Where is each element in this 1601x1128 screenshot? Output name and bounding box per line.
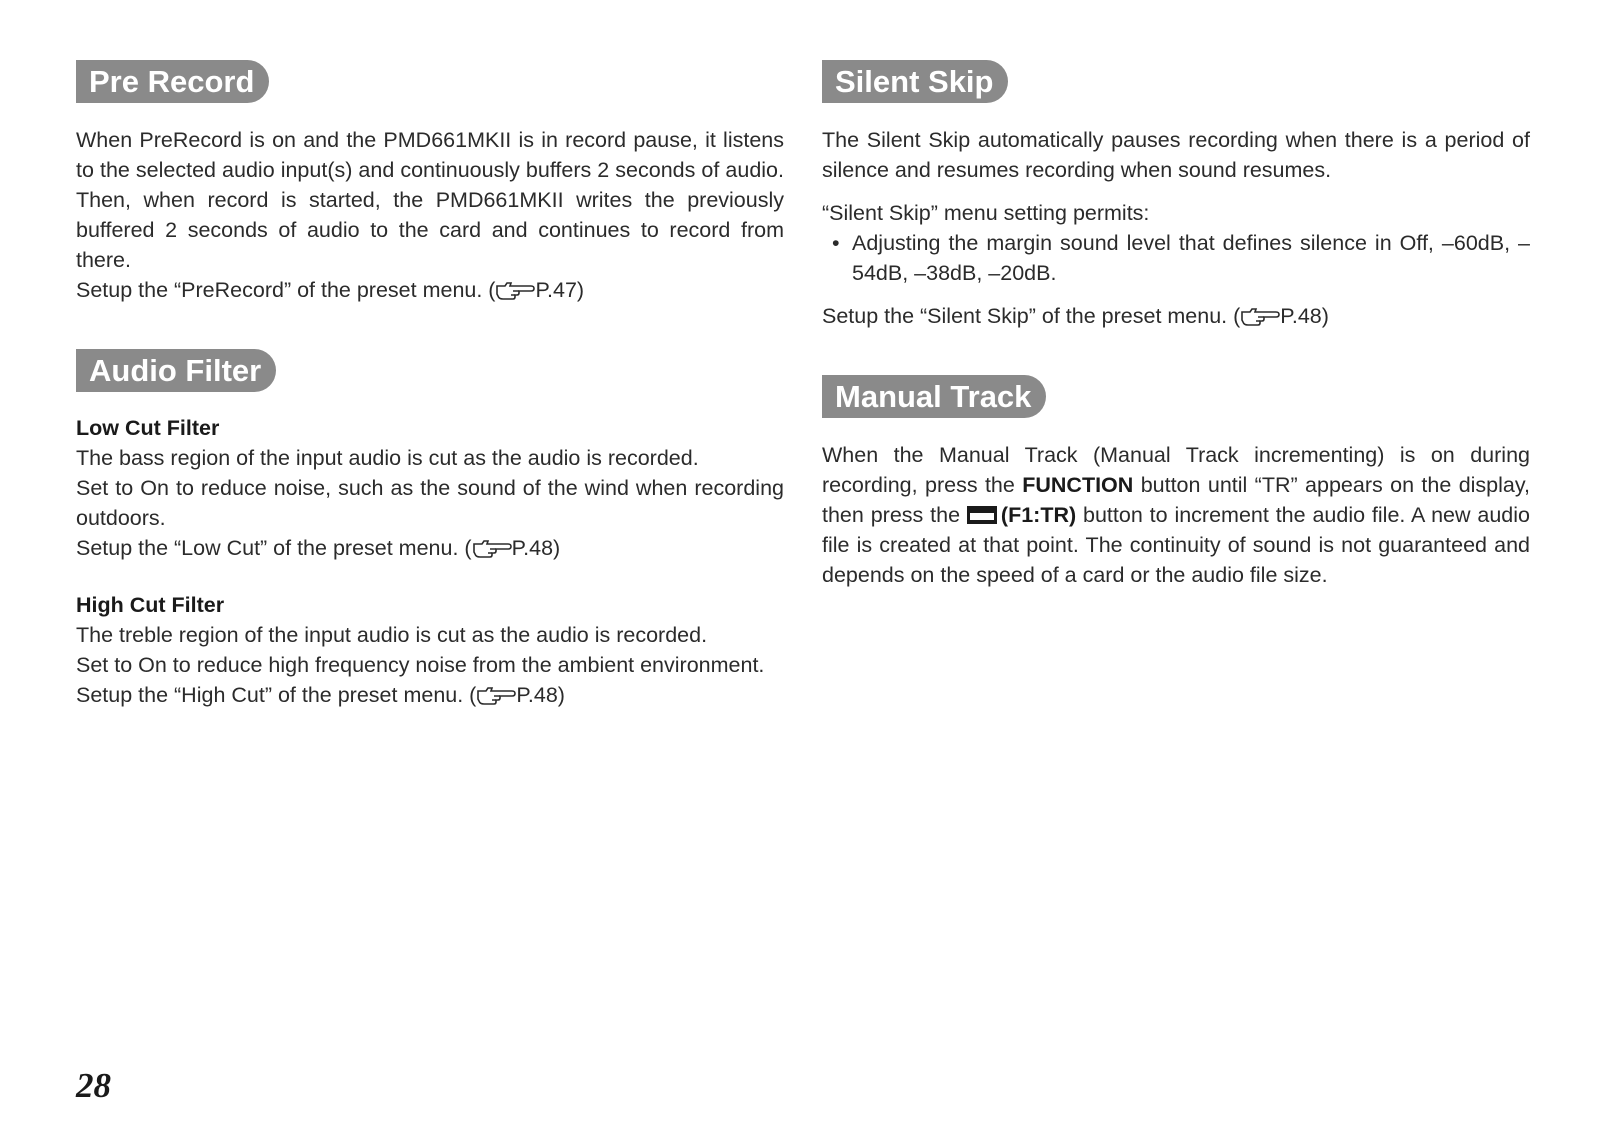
low-cut-setup-text: Setup the “Low Cut” of the preset menu. ( [76, 536, 472, 560]
audio-filter-section [76, 349, 784, 710]
manual-track-section [822, 375, 1530, 590]
silent-skip-bullet [822, 228, 1530, 288]
pointing-hand-icon [476, 685, 516, 705]
manual-track-text-2: button until “TR” appears on the display, then press the [822, 473, 1531, 527]
silent-skip-bullet-text: Adjusting the margin sound level that defines silence in Off, –60dB, –54dB, –38dB, –20dB. [852, 231, 1530, 285]
silent-skip-setup [822, 301, 1530, 331]
manual-track-body [822, 440, 1530, 590]
pre-record-setup-ref: P.47) [535, 278, 585, 302]
silent-skip-setup-text: Setup the “Silent Skip” of the preset menu. ( [822, 304, 1241, 328]
high-cut-line-2: Set to On to reduce high frequency noise from the ambient environment. [76, 653, 765, 677]
high-cut-setup-ref: P.48) [516, 683, 565, 707]
low-cut-setup [76, 533, 784, 563]
high-cut-setup-text: Setup the “High Cut” of the preset menu. ( [76, 683, 477, 707]
silent-skip-permits: “Silent Skip” menu setting permits: [822, 201, 1150, 225]
low-cut-line-1: The bass region of the input audio is cut as the audio is recorded. [76, 446, 699, 470]
manual-track-heading: Manual Track [822, 375, 1046, 418]
high-cut-setup [76, 680, 784, 710]
manual-track-text-1: When the Manual Track (Manual Track incrementing) is on during recording, press the [822, 443, 1530, 497]
low-cut-setup-ref: P.48) [511, 536, 561, 560]
pointing-hand-icon [472, 538, 512, 558]
pointing-hand-icon [495, 280, 535, 300]
high-cut-line-1: The treble region of the input audio is cut as the audio is recorded. [76, 623, 708, 647]
f1-key-label: (F1:TR) [1000, 503, 1077, 527]
pre-record-body: When PreRecord is on and the PMD661MKII is in record pause, it listens to the selected audio input(s) and continuously buffers 2 seconds of audio. Then, when record is started, the PMD661MKII writes the previously buffered 2 seconds of audio to the card and continues to record from there. [76, 128, 784, 272]
f1-key-icon [967, 506, 997, 524]
silent-skip-heading: Silent Skip [822, 60, 1008, 103]
low-cut-title: Low Cut Filter [76, 416, 220, 440]
page-number: 28 [76, 1066, 111, 1105]
silent-skip-section [822, 60, 1530, 331]
low-cut-line-2: Set to On to reduce noise, such as the sound of the wind when recording outdoors. [76, 476, 784, 530]
audio-filter-heading: Audio Filter [76, 349, 276, 392]
pre-record-section [76, 60, 784, 305]
bullet-icon: • [832, 231, 840, 255]
manual-track-text-3: button to increment the audio file. A new audio file is created at that point. The continuity of sound is not guaranteed and depends on the speed of a card or the audio file size. [822, 503, 1530, 587]
pre-record-heading: Pre Record [76, 60, 269, 103]
high-cut-title: High Cut Filter [76, 593, 225, 617]
silent-skip-setup-ref: P.48) [1280, 304, 1329, 328]
pointing-hand-icon [1240, 306, 1280, 326]
pre-record-setup-text: Setup the “PreRecord” of the preset menu. ( [76, 278, 496, 302]
silent-skip-body: The Silent Skip automatically pauses recording when there is a period of silence and resumes recording when sound resumes. [822, 128, 1530, 182]
function-key-label: FUNCTION [1022, 473, 1134, 497]
pre-record-setup [76, 275, 784, 305]
